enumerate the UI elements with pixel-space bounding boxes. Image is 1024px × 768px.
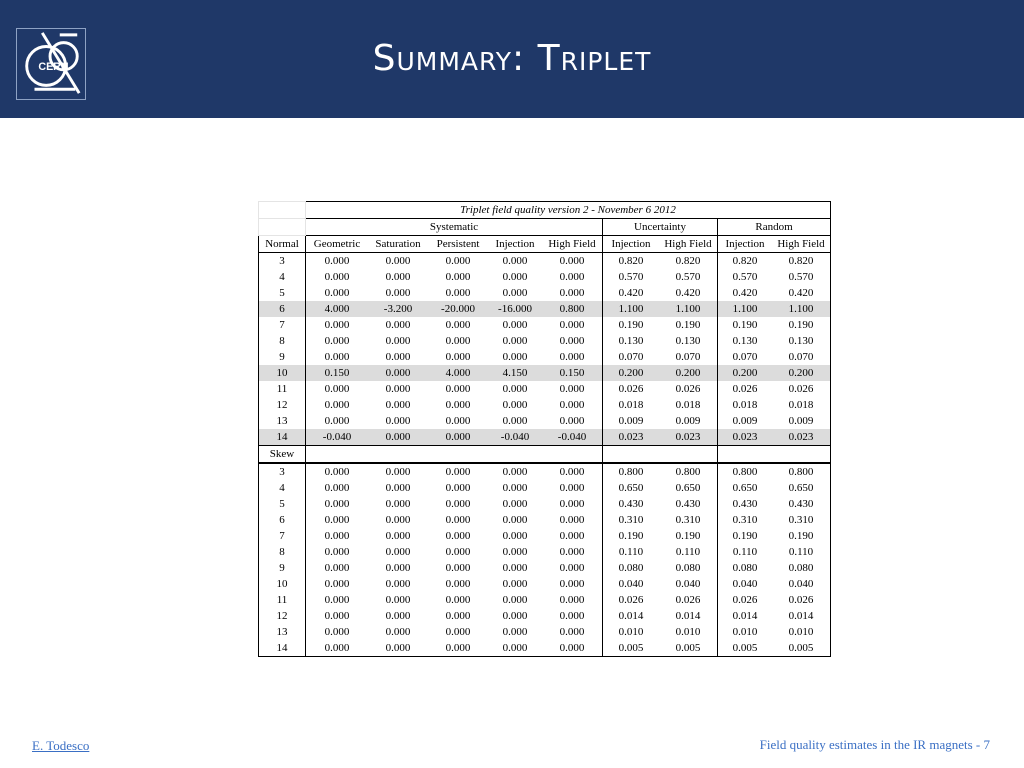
slide-title: Summary: Triplet <box>372 38 652 79</box>
value-cell: 0.000 <box>324 546 350 558</box>
value-cell: -0.040 <box>488 429 542 446</box>
value-cell: 0.070 <box>675 351 701 363</box>
value-cell: 0.820 <box>675 255 701 267</box>
column-header: Persistent <box>428 236 488 253</box>
value-cell: 0.000 <box>559 514 585 526</box>
table-row <box>259 640 831 657</box>
value-cell: 0.026 <box>603 592 660 608</box>
value-cell: 0.000 <box>559 271 585 283</box>
value-cell: 0.310 <box>772 512 831 528</box>
table-row <box>259 381 831 397</box>
table-row <box>259 576 831 592</box>
value-cell: 0.000 <box>368 365 428 381</box>
order-cell: 12 <box>259 397 306 413</box>
order-cell: 13 <box>259 624 306 640</box>
value-cell: 0.000 <box>385 546 411 558</box>
value-cell: 0.040 <box>603 576 660 592</box>
value-cell: 0.000 <box>324 255 350 267</box>
value-cell: 0.000 <box>502 626 528 638</box>
value-cell: 0.000 <box>445 578 471 590</box>
order-cell: 14 <box>259 429 306 446</box>
value-cell: 0.000 <box>445 319 471 331</box>
value-cell: 0.000 <box>385 255 411 267</box>
table-row <box>259 413 831 429</box>
value-cell: 0.570 <box>718 269 773 285</box>
value-cell: 0.000 <box>502 271 528 283</box>
table-row <box>259 397 831 413</box>
value-cell: 0.110 <box>603 544 660 560</box>
value-cell: 0.000 <box>502 255 528 267</box>
value-cell: 0.000 <box>385 351 411 363</box>
value-cell: 0.026 <box>718 381 773 397</box>
column-header: Normal <box>259 236 306 253</box>
value-cell: 0.000 <box>324 399 350 411</box>
table-row <box>259 512 831 528</box>
order-cell: 8 <box>259 544 306 560</box>
value-cell: 0.023 <box>718 429 773 446</box>
value-cell: 0.000 <box>502 415 528 427</box>
value-cell: 4.000 <box>428 365 488 381</box>
value-cell: 0.010 <box>718 624 773 640</box>
order-cell: 9 <box>259 349 306 365</box>
order-cell: 6 <box>259 301 306 317</box>
value-cell: 0.009 <box>718 413 773 429</box>
value-cell: 0.310 <box>718 512 773 528</box>
value-cell: 0.000 <box>385 562 411 574</box>
value-cell: 0.000 <box>559 399 585 411</box>
order-cell: 10 <box>259 576 306 592</box>
value-cell: 0.000 <box>445 287 471 299</box>
value-cell: 0.000 <box>445 546 471 558</box>
table-row <box>259 463 831 480</box>
order-cell: 10 <box>259 365 306 381</box>
order-cell: 4 <box>259 480 306 496</box>
group-uncertainty: Uncertainty <box>603 219 718 236</box>
value-cell: 0.000 <box>502 578 528 590</box>
value-cell: 0.000 <box>324 351 350 363</box>
table-row <box>259 349 831 365</box>
value-cell: 0.820 <box>603 253 660 270</box>
value-cell: 0.000 <box>445 610 471 622</box>
value-cell: 0.000 <box>445 415 471 427</box>
value-cell: 0.420 <box>603 285 660 301</box>
value-cell: 0.310 <box>603 512 660 528</box>
value-cell: 0.430 <box>603 496 660 512</box>
value-cell: 0.000 <box>324 335 350 347</box>
value-cell: -3.200 <box>368 301 428 317</box>
table-row <box>259 560 831 576</box>
value-cell: 0.009 <box>772 413 831 429</box>
value-cell: 0.080 <box>675 562 701 574</box>
value-cell: 0.005 <box>718 640 773 657</box>
value-cell: 0.000 <box>502 399 528 411</box>
value-cell: 1.100 <box>718 301 773 317</box>
value-cell: 0.000 <box>559 546 585 558</box>
value-cell: 0.110 <box>718 544 773 560</box>
value-cell: 0.000 <box>502 530 528 542</box>
value-cell: 0.014 <box>675 610 701 622</box>
value-cell: 0.420 <box>675 287 701 299</box>
value-cell: 0.000 <box>502 287 528 299</box>
value-cell: 0.000 <box>445 351 471 363</box>
value-cell: 0.000 <box>559 319 585 331</box>
value-cell: 0.000 <box>559 562 585 574</box>
value-cell: 0.005 <box>772 640 831 657</box>
value-cell: 0.000 <box>542 640 603 657</box>
group-random: Random <box>718 219 831 236</box>
value-cell: 0.000 <box>445 255 471 267</box>
value-cell: 0.009 <box>675 415 701 427</box>
value-cell: 0.000 <box>385 287 411 299</box>
value-cell: 4.000 <box>306 301 369 317</box>
value-cell: 0.000 <box>445 530 471 542</box>
value-cell: 0.000 <box>324 498 350 510</box>
value-cell: 0.000 <box>368 429 428 446</box>
value-cell: 0.430 <box>772 496 831 512</box>
value-cell: 0.000 <box>324 610 350 622</box>
value-cell: 0.000 <box>559 351 585 363</box>
value-cell: 0.040 <box>772 576 831 592</box>
order-cell: 5 <box>259 285 306 301</box>
value-cell: 0.570 <box>675 271 701 283</box>
value-cell: 0.110 <box>772 544 831 560</box>
value-cell: 0.000 <box>559 383 585 395</box>
empty-cell <box>718 446 831 464</box>
value-cell: 0.000 <box>488 463 542 480</box>
value-cell: 0.040 <box>675 578 701 590</box>
value-cell: 1.100 <box>659 301 718 317</box>
value-cell: 0.000 <box>502 482 528 494</box>
value-cell: 0.000 <box>324 482 350 494</box>
value-cell: 0.000 <box>368 640 428 657</box>
skew-label-row <box>259 446 831 464</box>
order-cell: 4 <box>259 269 306 285</box>
value-cell: 0.800 <box>772 463 831 480</box>
column-header-row <box>259 236 831 253</box>
column-header: High Field <box>659 236 718 253</box>
value-cell: 0.190 <box>718 528 773 544</box>
column-header: Injection <box>488 236 542 253</box>
value-cell: 0.000 <box>324 626 350 638</box>
table-row <box>259 317 831 333</box>
value-cell: -0.040 <box>306 429 369 446</box>
value-cell: 0.130 <box>603 333 660 349</box>
field-quality-table <box>258 201 831 657</box>
table-row <box>259 429 831 446</box>
value-cell: 0.190 <box>718 317 773 333</box>
table-row <box>259 496 831 512</box>
table-row <box>259 624 831 640</box>
value-cell: 0.000 <box>559 578 585 590</box>
value-cell: 0.420 <box>772 285 831 301</box>
column-header: Injection <box>603 236 660 253</box>
value-cell: 0.018 <box>675 399 701 411</box>
value-cell: 0.000 <box>324 271 350 283</box>
table-row <box>259 365 831 381</box>
value-cell: 0.570 <box>603 269 660 285</box>
value-cell: 0.023 <box>603 429 660 446</box>
value-cell: 0.000 <box>445 399 471 411</box>
value-cell: 0.000 <box>385 319 411 331</box>
value-cell: 0.000 <box>385 271 411 283</box>
value-cell: 0.190 <box>772 528 831 544</box>
value-cell: 0.800 <box>659 463 718 480</box>
value-cell: 0.000 <box>428 463 488 480</box>
caption-row <box>259 202 831 219</box>
group-row <box>259 219 831 236</box>
slide-footer: Field quality estimates in the IR magnets - 7 <box>759 737 990 752</box>
value-cell: 0.000 <box>324 530 350 542</box>
value-cell: 0.023 <box>659 429 718 446</box>
value-cell: 0.000 <box>368 463 428 480</box>
value-cell: 0.000 <box>559 594 585 606</box>
value-cell: 0.000 <box>306 463 369 480</box>
value-cell: 0.430 <box>718 496 773 512</box>
value-cell: 0.014 <box>772 608 831 624</box>
column-header: Injection <box>718 236 773 253</box>
value-cell: 0.005 <box>659 640 718 657</box>
value-cell: 0.110 <box>675 546 701 558</box>
value-cell: 0.200 <box>718 365 773 381</box>
value-cell: 0.200 <box>659 365 718 381</box>
value-cell: 0.000 <box>502 514 528 526</box>
value-cell: 0.000 <box>385 399 411 411</box>
value-cell: 0.650 <box>772 480 831 496</box>
value-cell: 0.000 <box>428 429 488 446</box>
value-cell: -20.000 <box>428 301 488 317</box>
value-cell: 0.070 <box>603 349 660 365</box>
value-cell: 0.000 <box>385 335 411 347</box>
value-cell: 0.000 <box>306 640 369 657</box>
value-cell: 0.000 <box>385 498 411 510</box>
value-cell: 0.070 <box>772 349 831 365</box>
value-cell: 0.026 <box>675 594 701 606</box>
order-cell: 6 <box>259 512 306 528</box>
table-row <box>259 285 831 301</box>
skew-label: Skew <box>259 446 306 464</box>
value-cell: 0.026 <box>718 592 773 608</box>
value-cell: 0.000 <box>324 514 350 526</box>
empty-cell <box>306 446 603 464</box>
order-cell: 11 <box>259 381 306 397</box>
value-cell: 0.000 <box>324 319 350 331</box>
order-cell: 7 <box>259 528 306 544</box>
table-row <box>259 592 831 608</box>
value-cell: 0.000 <box>385 383 411 395</box>
value-cell: 0.018 <box>772 397 831 413</box>
value-cell: 0.000 <box>559 287 585 299</box>
value-cell: 0.000 <box>385 626 411 638</box>
value-cell: 0.130 <box>675 335 701 347</box>
value-cell: 0.014 <box>718 608 773 624</box>
value-cell: 0.000 <box>559 415 585 427</box>
value-cell: 0.000 <box>502 351 528 363</box>
column-header: High Field <box>772 236 831 253</box>
value-cell: 0.130 <box>718 333 773 349</box>
value-cell: 0.650 <box>675 482 701 494</box>
value-cell: -0.040 <box>542 429 603 446</box>
table-row <box>259 544 831 560</box>
value-cell: 0.000 <box>445 562 471 574</box>
value-cell: 0.310 <box>675 514 701 526</box>
value-cell: 0.800 <box>718 463 773 480</box>
value-cell: 0.018 <box>603 397 660 413</box>
value-cell: 0.000 <box>502 562 528 574</box>
order-cell: 3 <box>259 463 306 480</box>
value-cell: 0.040 <box>718 576 773 592</box>
value-cell: 0.000 <box>445 271 471 283</box>
value-cell: 0.000 <box>324 562 350 574</box>
value-cell: 0.000 <box>502 383 528 395</box>
blank-cell <box>259 202 306 219</box>
value-cell: 4.150 <box>488 365 542 381</box>
value-cell: 0.000 <box>559 530 585 542</box>
value-cell: 0.190 <box>772 317 831 333</box>
order-cell: 11 <box>259 592 306 608</box>
table-row <box>259 333 831 349</box>
value-cell: 0.000 <box>542 463 603 480</box>
column-header: Saturation <box>368 236 428 253</box>
value-cell: 0.150 <box>306 365 369 381</box>
table-row <box>259 301 831 317</box>
value-cell: 0.000 <box>324 415 350 427</box>
slide-header <box>0 0 1024 118</box>
value-cell: 0.650 <box>603 480 660 496</box>
author-link[interactable]: E. Todesco <box>32 738 90 753</box>
order-cell: 5 <box>259 496 306 512</box>
order-cell: 8 <box>259 333 306 349</box>
value-cell: 0.000 <box>445 383 471 395</box>
value-cell: 0.150 <box>542 365 603 381</box>
value-cell: 0.023 <box>772 429 831 446</box>
value-cell: 0.000 <box>502 610 528 622</box>
value-cell: 0.190 <box>675 530 701 542</box>
value-cell: 0.000 <box>445 335 471 347</box>
value-cell: 0.420 <box>718 285 773 301</box>
group-systematic: Systematic <box>306 219 603 236</box>
value-cell: 0.800 <box>603 463 660 480</box>
value-cell: 0.800 <box>542 301 603 317</box>
value-cell: 0.000 <box>445 626 471 638</box>
value-cell: 0.190 <box>603 317 660 333</box>
value-cell: 0.820 <box>718 253 773 270</box>
value-cell: 1.100 <box>603 301 660 317</box>
value-cell: 0.570 <box>772 269 831 285</box>
value-cell: 0.000 <box>502 546 528 558</box>
value-cell: 0.000 <box>385 610 411 622</box>
value-cell: 0.000 <box>445 482 471 494</box>
value-cell: 0.000 <box>385 415 411 427</box>
value-cell: 0.000 <box>324 383 350 395</box>
value-cell: 1.100 <box>772 301 831 317</box>
value-cell: 0.200 <box>603 365 660 381</box>
value-cell: 0.200 <box>772 365 831 381</box>
value-cell: 0.000 <box>502 335 528 347</box>
value-cell: 0.010 <box>675 626 701 638</box>
value-cell: 0.005 <box>603 640 660 657</box>
value-cell: 0.026 <box>603 381 660 397</box>
value-cell: 0.000 <box>324 594 350 606</box>
order-cell: 12 <box>259 608 306 624</box>
value-cell: 0.000 <box>324 287 350 299</box>
value-cell: 0.000 <box>559 255 585 267</box>
value-cell: 0.000 <box>324 578 350 590</box>
empty-cell <box>603 446 718 464</box>
value-cell: 0.190 <box>603 528 660 544</box>
value-cell: 0.000 <box>488 640 542 657</box>
logo-text: CERN <box>38 60 69 73</box>
value-cell: 0.080 <box>772 560 831 576</box>
value-cell: 0.000 <box>502 594 528 606</box>
table-row <box>259 608 831 624</box>
value-cell: 0.070 <box>718 349 773 365</box>
column-header: High Field <box>542 236 603 253</box>
blank-cell <box>259 219 306 236</box>
value-cell: 0.010 <box>772 624 831 640</box>
value-cell: 0.190 <box>675 319 701 331</box>
value-cell: 0.000 <box>385 514 411 526</box>
value-cell: 0.000 <box>559 626 585 638</box>
value-cell: 0.000 <box>385 578 411 590</box>
table-row <box>259 528 831 544</box>
value-cell: 0.130 <box>772 333 831 349</box>
value-cell: -16.000 <box>488 301 542 317</box>
value-cell: 0.000 <box>559 610 585 622</box>
order-cell: 9 <box>259 560 306 576</box>
value-cell: 0.026 <box>675 383 701 395</box>
value-cell: 0.000 <box>502 319 528 331</box>
value-cell: 0.000 <box>502 498 528 510</box>
value-cell: 0.000 <box>445 498 471 510</box>
value-cell: 0.430 <box>675 498 701 510</box>
value-cell: 0.000 <box>385 530 411 542</box>
value-cell: 0.650 <box>718 480 773 496</box>
value-cell: 0.014 <box>603 608 660 624</box>
value-cell: 0.009 <box>603 413 660 429</box>
table-row <box>259 253 831 270</box>
table-caption: Triplet field quality version 2 - November 6 2012 <box>306 202 831 219</box>
order-cell: 3 <box>259 253 306 270</box>
order-cell: 14 <box>259 640 306 657</box>
value-cell: 0.010 <box>603 624 660 640</box>
order-cell: 7 <box>259 317 306 333</box>
value-cell: 0.000 <box>559 482 585 494</box>
value-cell: 0.000 <box>428 640 488 657</box>
value-cell: 0.000 <box>559 335 585 347</box>
value-cell: 0.000 <box>445 594 471 606</box>
value-cell: 0.026 <box>772 381 831 397</box>
value-cell: 0.000 <box>385 594 411 606</box>
value-cell: 0.080 <box>718 560 773 576</box>
value-cell: 0.000 <box>445 514 471 526</box>
value-cell: 0.080 <box>603 560 660 576</box>
value-cell: 0.000 <box>559 498 585 510</box>
order-cell: 13 <box>259 413 306 429</box>
value-cell: 0.026 <box>772 592 831 608</box>
value-cell: 0.000 <box>385 482 411 494</box>
column-header: Geometric <box>306 236 369 253</box>
table-row <box>259 269 831 285</box>
value-cell: 0.018 <box>718 397 773 413</box>
table-row <box>259 480 831 496</box>
value-cell: 0.820 <box>772 253 831 270</box>
